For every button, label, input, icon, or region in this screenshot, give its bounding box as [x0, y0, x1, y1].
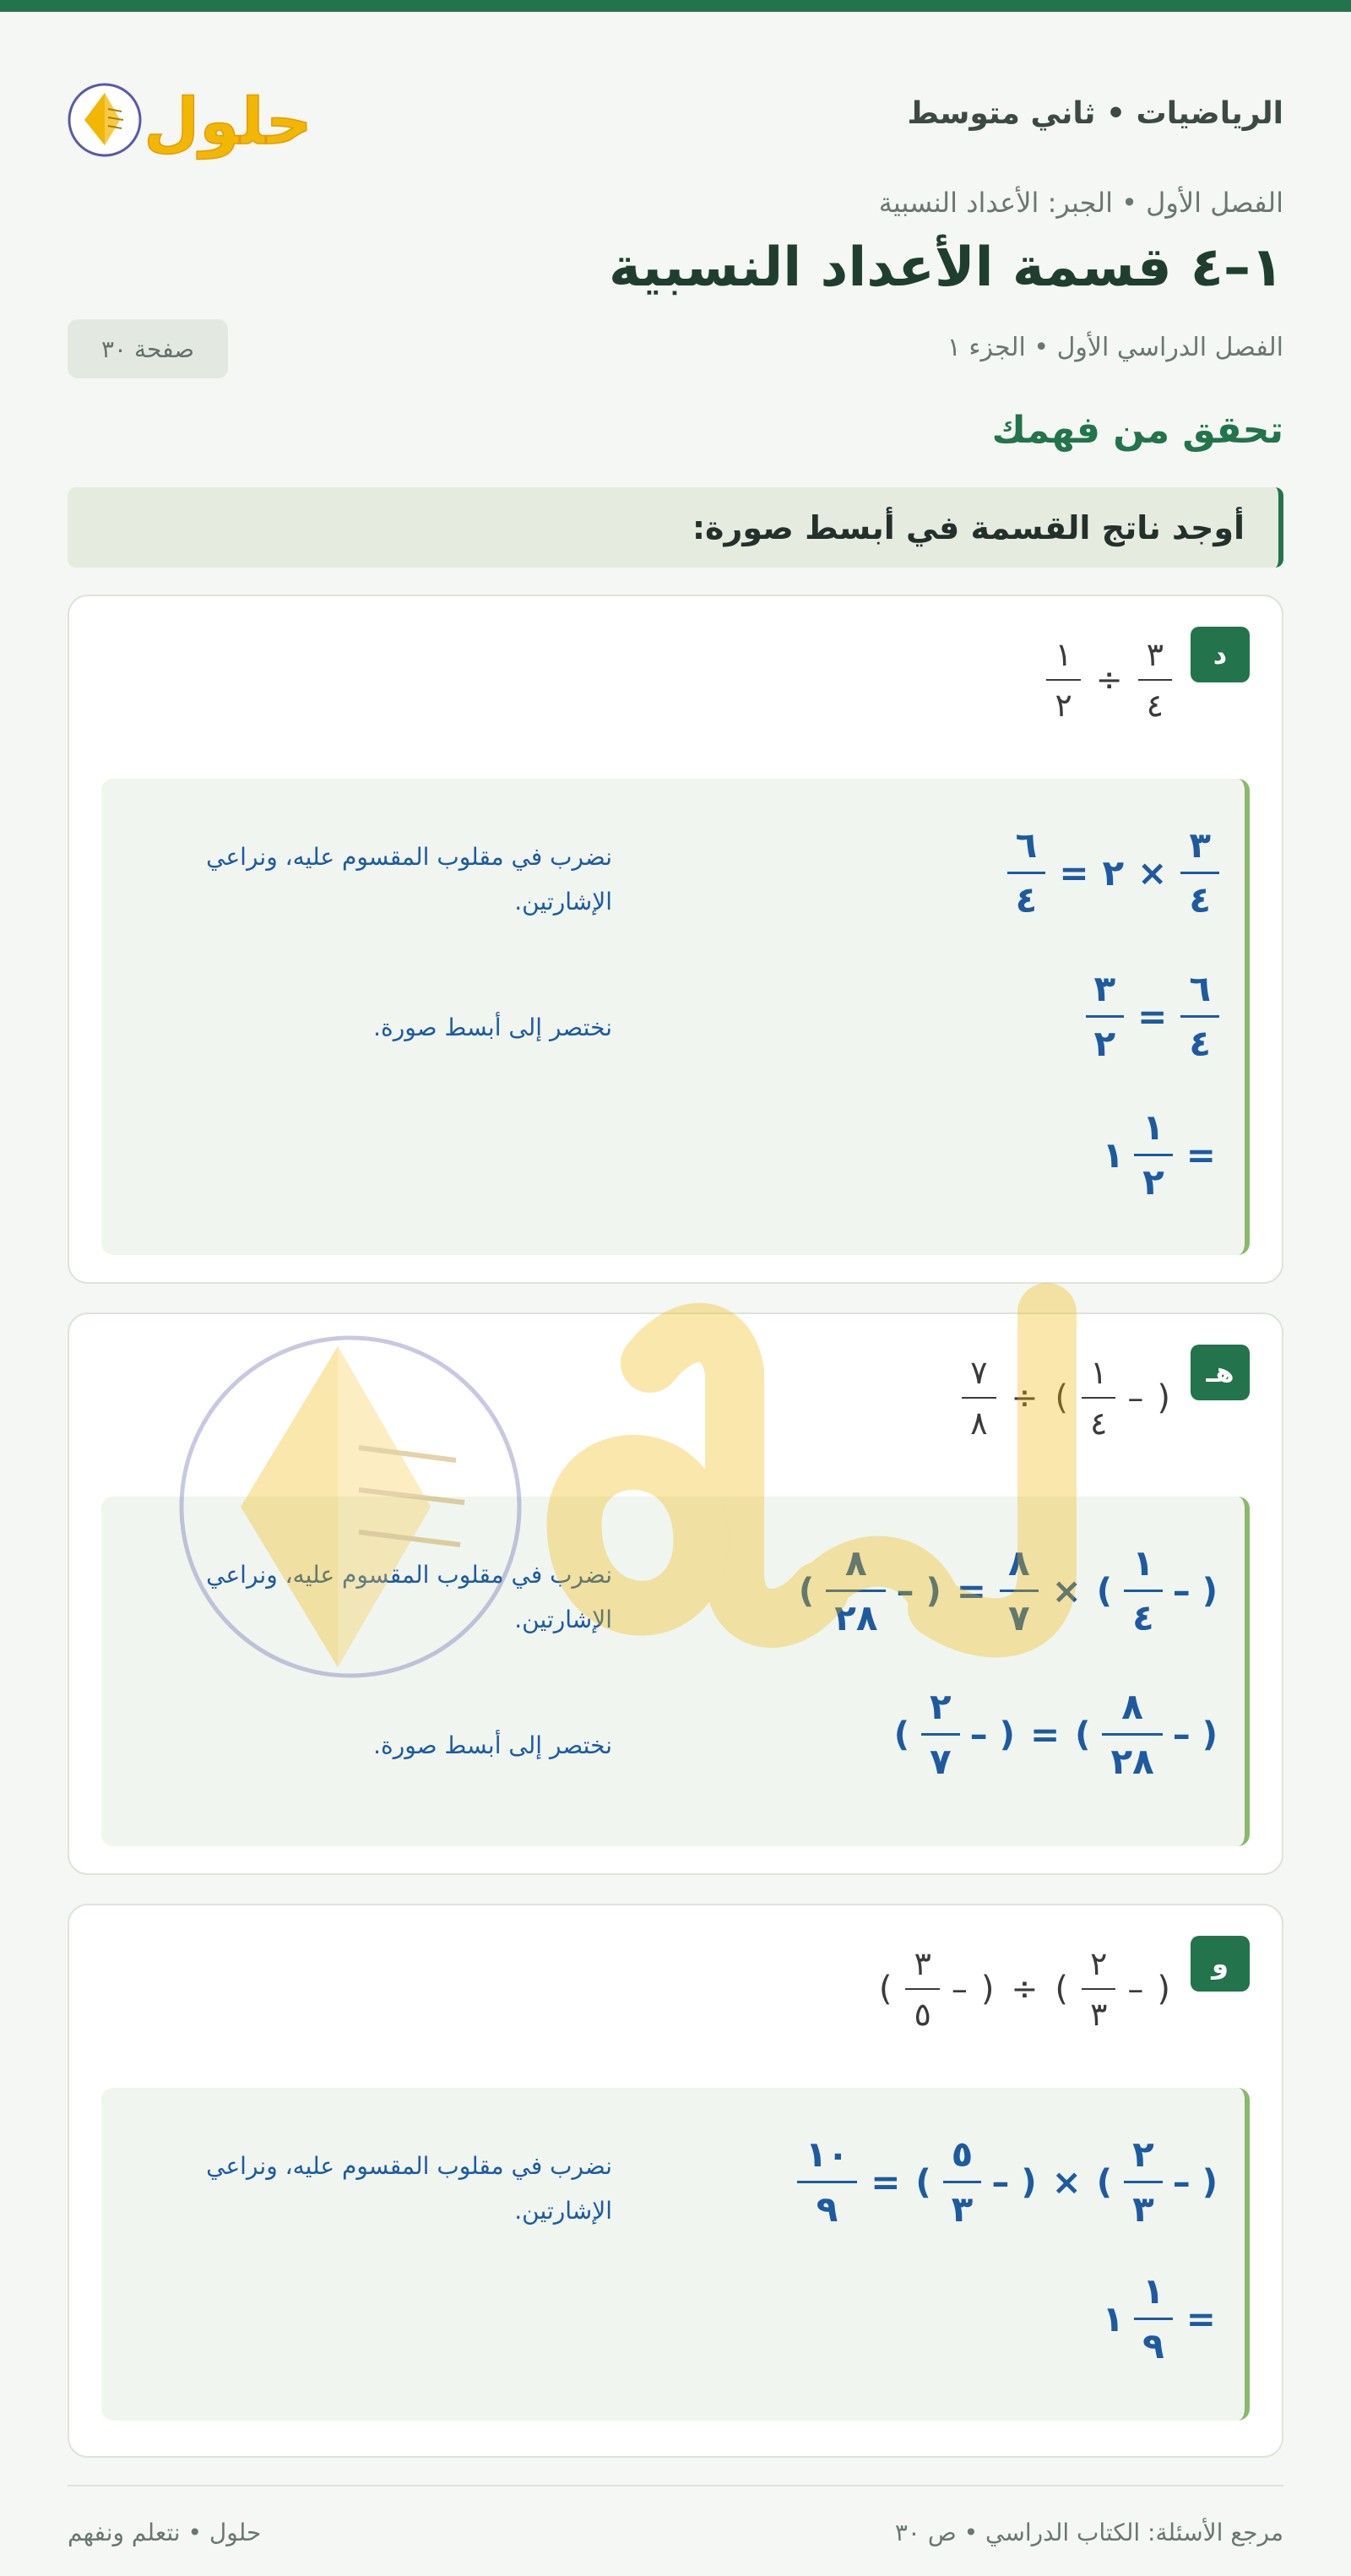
step-note: نضرب في مقلوب المقسوم عليه، ونراعي الإشارتين. [206, 843, 612, 916]
footer-brand: حلول • نتعلم ونفهم [68, 2519, 262, 2546]
divide-sign: ÷ [1095, 661, 1123, 698]
fraction: $\frac{٣}{٤}$ [1138, 639, 1172, 721]
divide-sign: ÷ [1011, 1970, 1039, 2008]
footer-divider [68, 2485, 1283, 2486]
problem-label: هـ [1191, 1345, 1250, 1400]
problem-expression [1046, 636, 1172, 724]
step-note: نضرب في مقلوب المقسوم عليه، ونراعي الإشارتين. [206, 2152, 612, 2225]
problem-card-w [68, 1904, 1283, 2458]
term-info: الفصل الدراسي الأول • الجزء ١ [947, 333, 1283, 362]
solution-box [101, 1497, 1250, 1846]
solution-step: ( – $\frac{١}{٤}$ ) × $\frac{٨}{٧}$ = ( – $\frac{٨}{٢٨}$ ) [798, 1542, 1218, 1639]
footer-reference: مرجع الأسئلة: الكتاب الدراسي • ص ٣٠ [894, 2519, 1283, 2546]
solution-box [101, 779, 1250, 1255]
solution-step: $\frac{٣}{٤}$ × ٢ = $\frac{٦}{٤}$ [1007, 828, 1219, 918]
problem-card-h [68, 1312, 1283, 1875]
step-note: نختصر إلى أبسط صورة. [373, 1014, 612, 1041]
instruction-banner: أوجد ناتج القسمة في أبسط صورة: [68, 487, 1283, 568]
problem-card-d [68, 595, 1283, 1284]
step-note: نختصر إلى أبسط صورة. [373, 1731, 612, 1759]
section-heading: تحقق من فهمك [991, 409, 1283, 452]
lesson-title: ١–٤ قسمة الأعداد النسبية [608, 236, 1283, 299]
solution-step: = $\frac{١}{٩}$ ١ [1102, 2270, 1216, 2367]
problem-expression: ( – $\frac{١}{٤}$ ) ÷ $\frac{٧}{٨}$ [962, 1356, 1172, 1439]
solution-box [101, 2088, 1250, 2421]
solution-step: $\frac{٦}{٤}$ = $\frac{٣}{٢}$ [1086, 971, 1219, 1062]
logo-text: حلول [144, 84, 312, 159]
hulul-logo[interactable] [68, 71, 312, 164]
page-number-badge: صفحة ٣٠ [68, 319, 228, 378]
page [68, 12, 1283, 2576]
solution-step: ( – $\frac{٢}{٣}$ ) × ( – $\frac{٥}{٣}$ ) = $\frac{١٠}{٩}$ [797, 2137, 1219, 2227]
top-accent-bar [0, 0, 1351, 12]
problem-expression: ( – $\frac{٢}{٣}$ ) ÷ ( – $\frac{٣}{٥}$ ) [878, 1945, 1170, 2033]
solution-step: = $\frac{١}{٢}$ ١ [1102, 1106, 1216, 1203]
solution-step: ( – $\frac{٨}{٢٨}$ ) = ( – $\frac{٢}{٧}$ ) [893, 1686, 1218, 1782]
problem-label: و [1191, 1936, 1250, 1992]
fraction: $\frac{١}{٢}$ [1046, 639, 1080, 721]
step-note: نضرب في مقلوب المقسوم عليه، ونراعي الإشارتين. [206, 1561, 612, 1634]
page-header [68, 71, 1283, 164]
chapter-breadcrumb: الفصل الأول • الجبر: الأعداد النسبية [878, 187, 1283, 219]
problem-label: د [1191, 627, 1250, 682]
divide-sign: ÷ [1011, 1379, 1039, 1416]
subject-title: الرياضيات • ثاني متوسط [907, 96, 1283, 131]
